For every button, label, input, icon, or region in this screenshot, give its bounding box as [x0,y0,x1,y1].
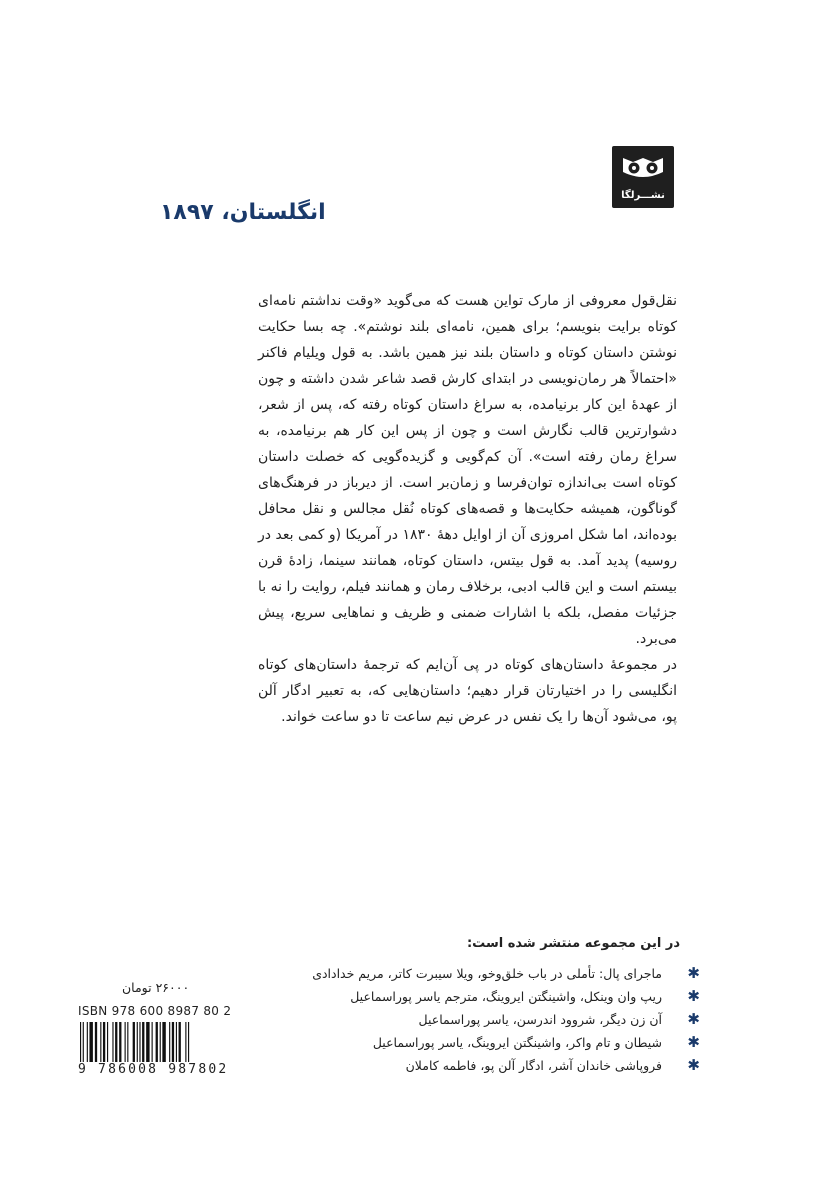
series-list-item [260,962,700,985]
asterisk-icon: ✱ [687,1056,700,1074]
blurb-paragraph-2: در مجموعهٔ داستان‌های کوتاه در پی آن‌ایم که ترجمهٔ داستان‌های کوتاه انگلیسی را در اختیارتان قرار دهیم؛ داستان‌هایی که، به تعبیر ادگار آلن پو، می‌شود آن‌ها را یک نفس در عرض نیم ساعت تا دو ساعت خواند. [258,657,677,725]
price-label: ۲۶۰۰۰ تومان [122,980,190,995]
series-list-item [260,1008,700,1031]
asterisk-icon: ✱ [687,1033,700,1051]
series-list-title: در این مجموعه منتشر شده است: [466,936,680,951]
blurb-paragraph-1: نقل‌قول معروفی از مارک تواین هست که می‌گوید «وقت نداشتم نامه‌ای کوتاه برایت بنویسم؛ برای همین، نامه‌ای بلند نوشتم». چه بسا حکایت نوشتن داستان کوتاه و داستان بلند نیز همین باشد. به قول ویلیام فاکنر «احتمالاً هر رمان‌نویسی در ابتدای کارش قصد شاعر شدن داشته و چون از عهدهٔ این کار برنیامده، به سراغ داستان کوتاه رفته که، پس از شعر، دشوارترین قالب نگارش است و چون از پس این کار هم برنیامده، به سراغ رمان رفته است». آن کم‌گویی و گزیده‌گویی که خصلت داستان کوتاه است بی‌اندازه توان‌فرسا و زمان‌بر است. از دیرباز در فرهنگ‌های گوناگون، همیشه حکایت‌ها و قصه‌های کوتاه نُقل مجالس و نقل محافل بوده‌اند، اما شکل امروزی آن از اوایل دههٔ ۱۸۳۰ در آمریکا (و کمی بعد در روسیه) پدید آمد. به قول بیتس، داستان کوتاه، همانند سینما، زادهٔ قرن بیستم است و این قالب ادبی، برخلاف رمان و همانند فیلم، روایت را نه با جزئیات مفصل، بلکه با اشارات ضمنی و ظریف و نماهایی سریع، پیش می‌برد. [258,293,677,647]
series-book-title: ریپ وان وینکل، واشینگتن ایروینگ، مترجم یاسر پوراسماعیل [350,989,662,1004]
series-list-item [260,1054,700,1077]
series-book-title: فروپاشی خاندان آشر، ادگار آلن پو، فاطمه کاملان [405,1058,662,1073]
series-book-title: ماجرای پال: تأملی در باب خلق‌وخو، ویلا سیبرت کاتر، مریم خدادادی [312,966,662,981]
series-list-item [260,1031,700,1054]
asterisk-icon: ✱ [687,987,700,1005]
barcode [78,1022,238,1062]
back-cover-blurb [258,288,677,730]
series-book-list [260,962,700,1077]
series-list-item [260,985,700,1008]
series-book-title: آن زن دیگر، شروود اندرسن، یاسر پوراسماعیل [418,1012,662,1027]
series-book-title: شیطان و تام واکر، واشینگتن ایروینگ، یاسر پوراسماعیل [372,1035,662,1050]
asterisk-icon: ✱ [687,964,700,982]
barcode-digits: 9 786008 987802 [78,1062,229,1077]
publisher-logo [612,146,674,208]
isbn-label: ISBN 978 600 8987 80 2 [78,1004,232,1018]
publisher-logo-text: نشـــرلگا [621,190,665,201]
asterisk-icon: ✱ [687,1010,700,1028]
book-title: انگلستان، ۱۸۹۷ [160,200,326,225]
owl-eyes-icon [621,154,665,182]
